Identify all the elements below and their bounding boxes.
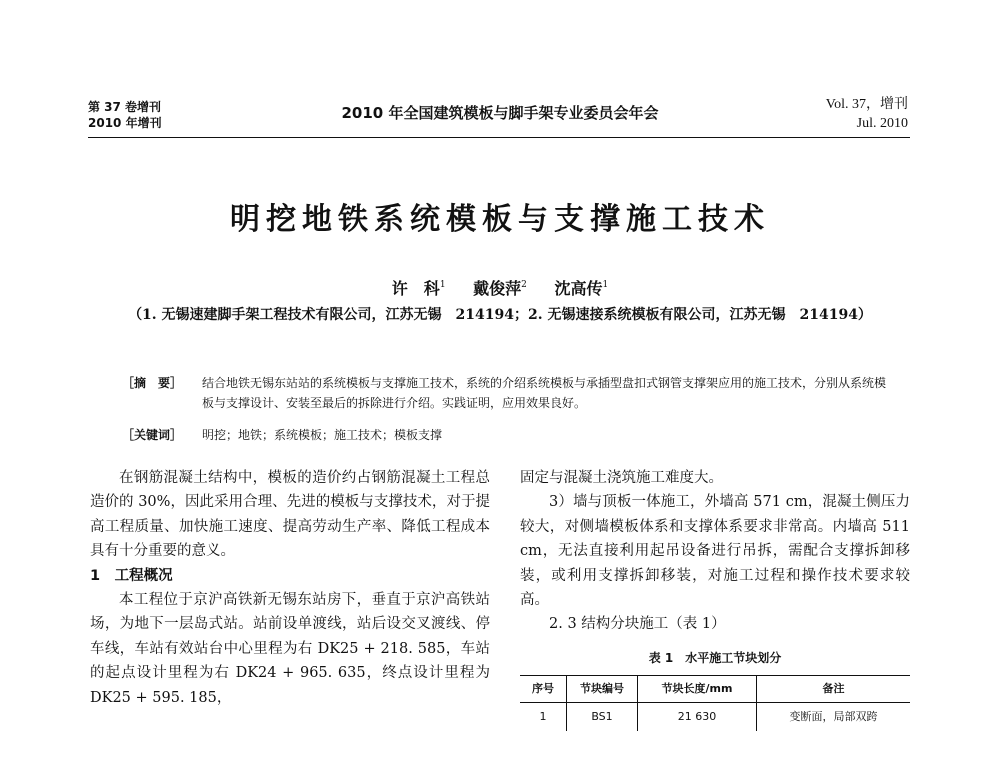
table-cell: 21 630 (638, 702, 757, 731)
author-name: 沈高传 (554, 279, 603, 298)
table-header-cell: 序号 (520, 675, 567, 702)
keywords-block (122, 425, 882, 447)
keywords-text: 明挖；地铁；系统模板；施工技术；模板支撑 (202, 428, 443, 442)
author-name: 许 科 (391, 279, 440, 298)
journal-volume-line2: 2010 年增刊 (88, 116, 162, 130)
paper-title: 明挖地铁系统模板与支撑施工技术 (230, 202, 770, 237)
author-list (0, 276, 1000, 299)
table-header-row (520, 675, 910, 702)
author-name: 戴俊萍 (473, 279, 522, 298)
abstract-block (122, 373, 887, 415)
author-affil-mark: 1 (602, 280, 609, 290)
journal-volume-line1: 第 37 卷增刊 (88, 100, 162, 114)
table-header-cell: 节块编号 (567, 675, 638, 702)
table-cell: BS1 (567, 702, 638, 731)
segment-table (520, 675, 910, 731)
conference-title: 2010 年全国建筑模板与脚手架专业委员会年会 (341, 104, 659, 122)
subsection-heading: 2. 3 结构分块施工（表 1） (549, 616, 726, 633)
table-cell: 1 (539, 709, 547, 723)
abstract-label: ［摘 要］ (122, 376, 183, 390)
author-affil-mark: 1 (439, 280, 446, 290)
right-column (520, 466, 910, 731)
body-paragraph: 固定与混凝土浇筑施工难度大。 (520, 470, 723, 486)
table-cell: 变断面，局部双跨 (757, 702, 911, 731)
table-caption: 表 1 水平施工节块划分 (648, 650, 782, 665)
table-header-cell: 备注 (757, 675, 911, 702)
table-header-cell: 节块长度/mm (638, 675, 757, 702)
body-paragraph: 本工程位于京沪高铁新无锡东站房下，垂直于京沪高铁站场，为地下一层岛式站。站前设单渡线，站后设交叉渡线、停车线，车站有效站台中心里程为右 DK25 + 218. 585，车站的起点设计里程为右 DK24 + 965. 635，终点设计里程为 DK25 + 595. 185， (90, 592, 490, 706)
table-row (520, 702, 910, 731)
journal-volume-en (826, 95, 908, 133)
body-paragraph: 在钢筋混凝土结构中，模板的造价约占钢筋混凝土工程总造价的 30%，因此采用合理、先进的模板与支撑技术，对于提高工程质量、加快施工速度、提高劳动生产率、降低工程成本具有十分重要的意义。 (90, 470, 490, 560)
journal-volume-en-line1: Vol. 37，增刊 (825, 97, 908, 112)
header-rule (88, 137, 910, 138)
journal-date: Jul. 2010 (856, 116, 908, 131)
keywords-label: ［关键词］ (122, 428, 183, 442)
author-affil-mark: 2 (521, 280, 527, 290)
body-paragraph: 3）墙与顶板一体施工，外墙高 571 cm，混凝土侧压力较大，对侧墙模板体系和支撑体系要求非常高。内墙高 511 cm，无法直接利用起吊设备进行吊拆，需配合支撑拆卸移装，或利用支撑拆卸移装，对施工过程和操作技术要求较高。 (520, 494, 910, 609)
abstract-text: 结合地铁无锡东站站的系统模板与支撑施工技术，系统的介绍系统模板与承插型盘扣式钢管支撑架应用的施工技术，分别从系统模板与支撑设计、安装至最后的拆除进行介绍。实践证明，应用效果良好。 (202, 376, 887, 410)
section-heading: 1 工程概况 (90, 567, 173, 584)
affiliation: （1. 无锡速建脚手架工程技术有限公司，江苏无锡 214194；2. 无锡速接系统模板有限公司，江苏无锡 214194） (128, 307, 872, 323)
left-column (90, 466, 490, 710)
